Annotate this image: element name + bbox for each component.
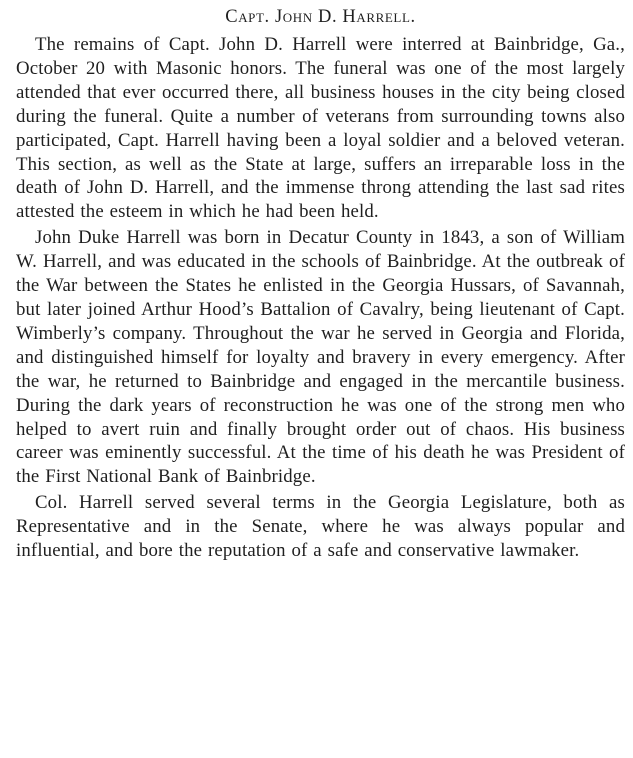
article-title: Capt. John D. Harrell. bbox=[225, 7, 416, 27]
paragraph-legislature: Col. Harrell served several terms in the Georgia Legislature, both as Representative and in the Senate, where he was always popular and influential, and bore the reputation of a safe and conservative lawmaker. bbox=[16, 492, 625, 562]
paragraph-funeral: The remains of Capt. John D. Harrell were interred at Bainbridge, Ga., October 20 with Masonic honors. The funeral was one of the most largely attended that ever occurred there, all business houses in the city being closed during the funeral. Quite a number of veterans from surrounding towns also participated, Capt. Harrell having been a loyal soldier and a beloved veteran. This section, as well as the State at large, suffers an irreparable loss in the death of John D. Harrell, and the immense throng attending the last sad rites attested the esteem in which he had been held. bbox=[16, 34, 625, 223]
paragraph-biography: John Duke Harrell was born in Decatur County in 1843, a son of William W. Harrell, and was educated in the schools of Bainbridge. At the outbreak of the War between the States he enlisted in the Georgia Hussars, of Savannah, but later joined Arthur Hood’s Battalion of Cavalry, being lieutenant of Capt. Wimberly’s company. Throughout the war he served in Georgia and Florida, and distinguished himself for loyalty and bravery in every emergency. After the war, he returned to Bainbridge and engaged in the mercantile business. During the dark years of reconstruction he was one of the strong men who helped to avert ruin and finally brought order out of chaos. His business career was eminently successful. At the time of his death he was President of the First National Bank of Bainbridge. bbox=[16, 227, 625, 488]
